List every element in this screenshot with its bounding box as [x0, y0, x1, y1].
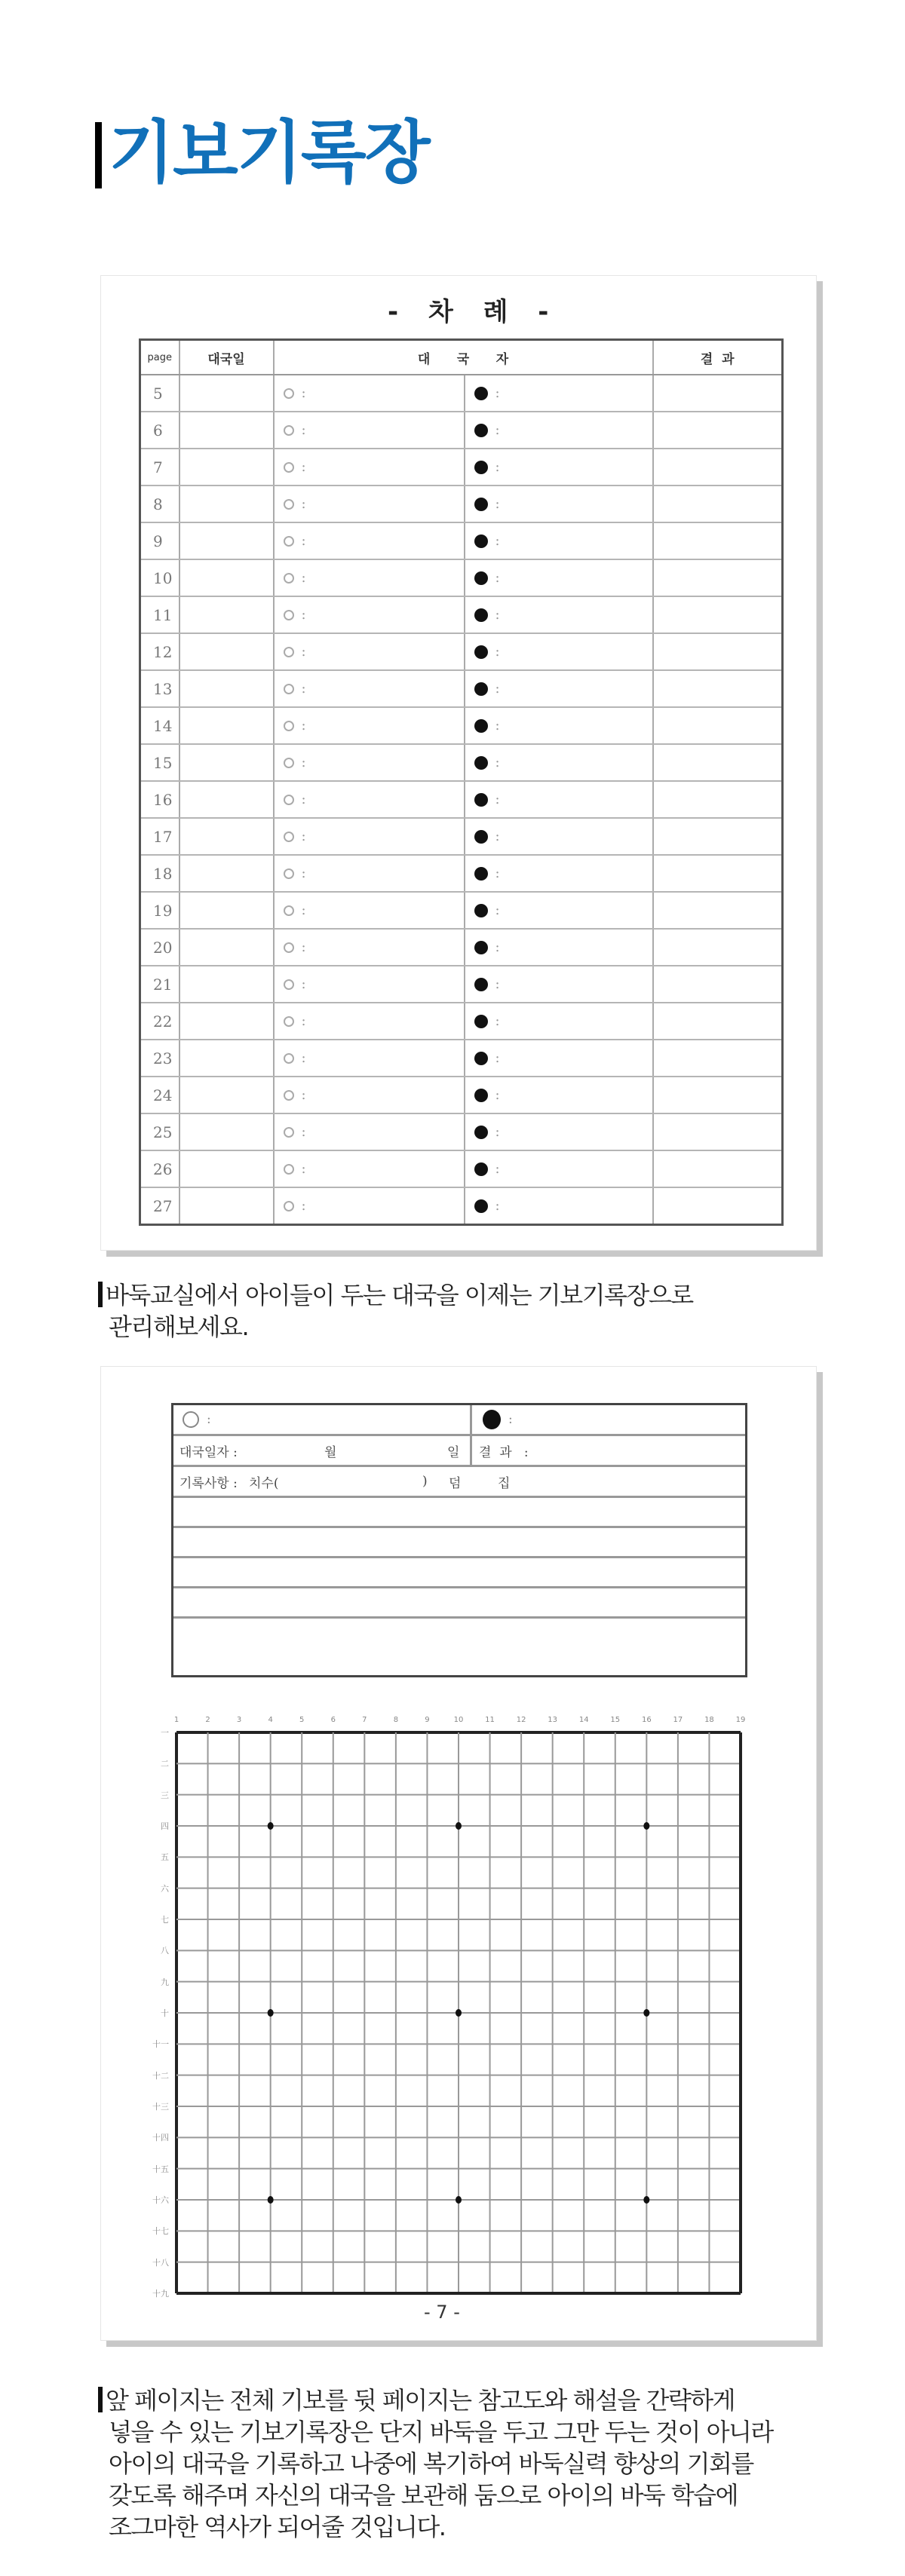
- result-cell[interactable]: [653, 670, 783, 707]
- row-label: 三: [161, 1790, 169, 1800]
- white-player-cell[interactable]: :: [274, 1040, 465, 1077]
- caption-1-line-1: 바둑교실에서 아이들이 두는 대국을 이제는 기보기록장으로: [106, 1281, 693, 1309]
- row-label: 二: [161, 1759, 169, 1769]
- white-player-cell[interactable]: :: [274, 375, 465, 412]
- black-player-cell[interactable]: :: [465, 485, 653, 522]
- page-cell: 7: [140, 449, 179, 485]
- toc-row: [140, 412, 783, 449]
- page-cell: 17: [140, 818, 179, 855]
- page-cell: 10: [140, 559, 179, 596]
- toc-row: [140, 375, 783, 412]
- black-stone-icon: [474, 756, 488, 770]
- toc-row: [140, 855, 783, 892]
- row-label: 十: [161, 2008, 169, 2018]
- white-player-cell[interactable]: :: [274, 1003, 465, 1040]
- row-label: 十八: [152, 2257, 169, 2268]
- column-label: 5: [299, 1716, 305, 1724]
- row-label: 十六: [152, 2195, 169, 2205]
- result-cell[interactable]: [653, 522, 783, 559]
- result-cell[interactable]: [653, 559, 783, 596]
- black-stone-icon: [474, 1052, 488, 1065]
- date-cell[interactable]: [179, 744, 274, 781]
- white-player-cell[interactable]: :: [274, 781, 465, 818]
- page-cell: 14: [140, 707, 179, 744]
- column-label: 2: [205, 1716, 210, 1724]
- row-label: 十七: [152, 2226, 169, 2237]
- column-label: 15: [610, 1716, 621, 1724]
- page-cell: 26: [140, 1150, 179, 1187]
- date-cell[interactable]: [179, 596, 274, 633]
- black-player-cell[interactable]: :: [465, 781, 653, 818]
- date-cell[interactable]: [179, 1040, 274, 1077]
- date-result-row: [173, 1436, 745, 1467]
- column-label: 4: [268, 1716, 273, 1724]
- toc-row: [140, 1040, 783, 1077]
- month-label: 월: [324, 1444, 337, 1460]
- black-player-cell[interactable]: :: [465, 375, 653, 412]
- notes-label: 기록사항 :: [179, 1475, 238, 1491]
- divider: [470, 1405, 472, 1434]
- column-label: 11: [485, 1716, 495, 1724]
- black-player-cell[interactable]: :: [465, 412, 653, 449]
- white-player-cell[interactable]: :: [274, 1077, 465, 1113]
- white-stone-icon: [284, 1201, 294, 1211]
- column-label: 14: [578, 1716, 589, 1724]
- caption-2: [98, 2385, 773, 2543]
- toc-row: [140, 485, 783, 522]
- toc-title: - 차 례 -: [388, 297, 560, 327]
- white-stone-icon: [284, 721, 294, 731]
- toc-row: [140, 633, 783, 670]
- row-label: 六: [161, 1883, 169, 1894]
- black-stone-icon: [474, 904, 488, 917]
- col-header-result: 결 과: [653, 340, 783, 375]
- column-label: 16: [641, 1716, 652, 1724]
- date-label: 대국일자 :: [179, 1444, 238, 1460]
- white-player-cell[interactable]: :: [274, 633, 465, 670]
- column-label: 9: [425, 1716, 430, 1724]
- white-stone-icon: [183, 1411, 199, 1428]
- toc-row: [140, 522, 783, 559]
- black-player-cell[interactable]: :: [465, 892, 653, 929]
- date-cell[interactable]: [179, 1113, 274, 1150]
- column-label: 13: [548, 1716, 558, 1724]
- notes-row: [173, 1467, 745, 1498]
- divider: [470, 1436, 472, 1465]
- page-cell: 20: [140, 929, 179, 966]
- black-player-cell[interactable]: :: [465, 1040, 653, 1077]
- date-cell[interactable]: [179, 375, 274, 412]
- date-cell[interactable]: [179, 633, 274, 670]
- toc-row: [140, 1003, 783, 1040]
- col-header-date: 대국일: [179, 340, 274, 375]
- black-stone-icon: [474, 978, 488, 991]
- black-player-cell[interactable]: :: [465, 670, 653, 707]
- white-stone-icon: [284, 536, 294, 547]
- row-label: 十四: [152, 2133, 169, 2143]
- black-stone-icon: [474, 1162, 488, 1176]
- title-accent-bar: [95, 122, 102, 188]
- page-cell: 27: [140, 1187, 179, 1225]
- handicap-close: ): [422, 1474, 428, 1489]
- result-cell[interactable]: [653, 1113, 783, 1150]
- toc-row: [140, 1187, 783, 1225]
- white-player-cell[interactable]: :: [274, 596, 465, 633]
- result-cell[interactable]: [653, 892, 783, 929]
- players-row: [173, 1405, 745, 1436]
- white-player-cell[interactable]: :: [274, 412, 465, 449]
- page-cell: 16: [140, 781, 179, 818]
- black-stone-icon: [483, 1410, 501, 1429]
- toc-row: [140, 596, 783, 633]
- date-cell[interactable]: [179, 855, 274, 892]
- white-stone-icon: [284, 499, 294, 510]
- toc-row: [140, 744, 783, 781]
- black-stone-icon: [474, 867, 488, 881]
- white-player-cell[interactable]: :: [274, 744, 465, 781]
- result-cell[interactable]: [653, 1150, 783, 1187]
- white-stone-icon: [284, 647, 294, 657]
- white-player-cell[interactable]: :: [274, 522, 465, 559]
- white-stone-icon: [284, 573, 294, 584]
- date-cell[interactable]: [179, 818, 274, 855]
- caption-2-line-2: 넣을 수 있는 기보기록장은 단지 바둑을 두고 그만 두는 것이 아니라: [109, 2418, 773, 2446]
- black-stone-icon: [474, 719, 488, 733]
- toc-table: [139, 338, 784, 1226]
- col-header-page: page: [140, 340, 179, 375]
- white-player-cell[interactable]: :: [274, 559, 465, 596]
- column-label: 8: [393, 1716, 399, 1724]
- notes-line[interactable]: [173, 1619, 745, 1646]
- white-player-cell[interactable]: :: [274, 1113, 465, 1150]
- column-label: 18: [704, 1716, 714, 1724]
- white-player-cell[interactable]: :: [274, 1187, 465, 1225]
- black-player-cell[interactable]: :: [465, 596, 653, 633]
- caption-2-line-3: 아이의 대국을 기록하고 나중에 복기하여 바둑실력 향상의 기회를: [109, 2449, 753, 2478]
- toc-row: [140, 707, 783, 744]
- toc-row: [140, 559, 783, 596]
- toc-rows: [140, 375, 783, 1225]
- white-stone-icon: [284, 1164, 294, 1175]
- white-player-cell[interactable]: :: [274, 892, 465, 929]
- page-cell: 15: [140, 744, 179, 781]
- date-cell[interactable]: [179, 485, 274, 522]
- black-player-cell[interactable]: :: [465, 1077, 653, 1113]
- column-label: 3: [236, 1716, 242, 1724]
- black-stone-icon: [474, 534, 488, 548]
- page-cell: 13: [140, 670, 179, 707]
- row-label: 十五: [152, 2164, 169, 2174]
- result-cell[interactable]: [653, 596, 783, 633]
- page-cell: 24: [140, 1077, 179, 1113]
- date-cell[interactable]: [179, 966, 274, 1003]
- black-stone-icon: [474, 608, 488, 622]
- black-stone-icon: [474, 830, 488, 844]
- page-cell: 12: [140, 633, 179, 670]
- black-player-field[interactable]: :: [483, 1405, 513, 1434]
- row-label: 五: [161, 1852, 169, 1863]
- black-player-cell[interactable]: :: [465, 929, 653, 966]
- day-label: 일: [447, 1444, 460, 1460]
- black-stone-icon: [474, 793, 488, 807]
- result-cell[interactable]: [653, 1187, 783, 1225]
- toc-row: [140, 1113, 783, 1150]
- white-stone-icon: [284, 832, 294, 842]
- result-cell[interactable]: [653, 485, 783, 522]
- date-cell[interactable]: [179, 449, 274, 485]
- row-label: 十九: [152, 2289, 169, 2299]
- white-stone-icon: [284, 1090, 294, 1101]
- column-label: 6: [330, 1716, 336, 1724]
- white-player-cell[interactable]: :: [274, 929, 465, 966]
- caption-bar: [98, 1282, 103, 1307]
- row-label: 八: [161, 1946, 169, 1956]
- page-cell: 6: [140, 412, 179, 449]
- page-cell: 8: [140, 485, 179, 522]
- black-player-cell[interactable]: :: [465, 1113, 653, 1150]
- black-player-cell[interactable]: :: [465, 818, 653, 855]
- date-cell[interactable]: [179, 781, 274, 818]
- result-cell[interactable]: [653, 929, 783, 966]
- white-player-cell[interactable]: :: [274, 855, 465, 892]
- notes-line[interactable]: [173, 1558, 745, 1588]
- black-player-cell[interactable]: :: [465, 449, 653, 485]
- white-player-cell[interactable]: :: [274, 485, 465, 522]
- toc-row: [140, 670, 783, 707]
- row-label: 九: [161, 1977, 169, 1987]
- column-label: 17: [673, 1716, 683, 1724]
- black-stone-icon: [474, 645, 488, 659]
- row-label: 十二: [152, 2070, 169, 2081]
- white-stone-icon: [284, 1016, 294, 1027]
- date-cell[interactable]: [179, 1077, 274, 1113]
- page-title: 기보기록장: [109, 113, 429, 192]
- black-stone-icon: [474, 1089, 488, 1102]
- result-cell[interactable]: [653, 375, 783, 412]
- result-cell[interactable]: [653, 449, 783, 485]
- page-cell: 25: [140, 1113, 179, 1150]
- black-stone-icon: [474, 1015, 488, 1028]
- toc-row: [140, 929, 783, 966]
- toc-header-row: [140, 340, 783, 375]
- toc-row: [140, 1077, 783, 1113]
- page-cell: 9: [140, 522, 179, 559]
- white-stone-icon: [284, 868, 294, 879]
- black-player-cell[interactable]: :: [465, 855, 653, 892]
- page-cell: 23: [140, 1040, 179, 1077]
- black-stone-icon: [474, 498, 488, 511]
- result-cell[interactable]: [653, 744, 783, 781]
- row-label: 十一: [152, 2039, 169, 2050]
- date-cell[interactable]: [179, 559, 274, 596]
- date-cell[interactable]: [179, 1003, 274, 1040]
- toc-row: [140, 1150, 783, 1187]
- white-stone-icon: [284, 758, 294, 768]
- toc-row: [140, 449, 783, 485]
- board-grid[interactable]: [146, 1710, 765, 2305]
- result-label: 결 과 :: [479, 1444, 529, 1460]
- result-cell[interactable]: [653, 966, 783, 1003]
- toc-row: [140, 781, 783, 818]
- white-stone-icon: [284, 795, 294, 805]
- notes-line[interactable]: [173, 1498, 745, 1528]
- white-stone-icon: [284, 388, 294, 399]
- caption-1-line-2: 관리해보세요.: [109, 1313, 249, 1341]
- column-label: 7: [362, 1716, 367, 1724]
- white-player-field[interactable]: :: [183, 1405, 211, 1434]
- result-cell[interactable]: [653, 781, 783, 818]
- result-cell[interactable]: [653, 1040, 783, 1077]
- caption-2-line-5: 조그마한 역사가 되어줄 것입니다.: [109, 2513, 446, 2541]
- page-cell: 21: [140, 966, 179, 1003]
- date-cell[interactable]: [179, 1187, 274, 1225]
- black-stone-icon: [474, 1126, 488, 1139]
- black-player-cell[interactable]: :: [465, 559, 653, 596]
- result-cell[interactable]: [653, 1077, 783, 1113]
- white-stone-icon: [284, 942, 294, 953]
- date-cell[interactable]: [179, 670, 274, 707]
- go-board: [146, 1710, 765, 2305]
- toc-page-card: [100, 275, 817, 1251]
- date-cell[interactable]: [179, 892, 274, 929]
- white-stone-icon: [284, 610, 294, 620]
- result-cell[interactable]: [653, 855, 783, 892]
- page-cell: 22: [140, 1003, 179, 1040]
- black-stone-icon: [474, 941, 488, 954]
- black-player-cell[interactable]: :: [465, 1150, 653, 1187]
- white-stone-icon: [284, 1127, 294, 1138]
- notes-line[interactable]: [173, 1588, 745, 1619]
- column-label: 10: [453, 1716, 464, 1724]
- white-stone-icon: [284, 979, 294, 990]
- page-cell: 11: [140, 596, 179, 633]
- toc-row: [140, 818, 783, 855]
- caption-2-line-4: 갖도록 해주며 자신의 대국을 보관해 둠으로 아이의 바둑 학습에: [109, 2481, 738, 2510]
- caption-bar: [98, 2387, 103, 2412]
- toc-row: [140, 892, 783, 929]
- result-cell[interactable]: [653, 818, 783, 855]
- toc-row: [140, 966, 783, 1003]
- black-stone-icon: [474, 682, 488, 696]
- date-cell[interactable]: [179, 522, 274, 559]
- black-stone-icon: [474, 1199, 488, 1213]
- white-stone-icon: [284, 684, 294, 694]
- black-stone-icon: [474, 461, 488, 474]
- white-player-cell[interactable]: :: [274, 449, 465, 485]
- date-cell[interactable]: [179, 707, 274, 744]
- date-cell[interactable]: [179, 929, 274, 966]
- black-stone-icon: [474, 424, 488, 437]
- column-label: 19: [735, 1716, 746, 1724]
- black-player-cell[interactable]: :: [465, 744, 653, 781]
- column-label: 1: [173, 1716, 179, 1724]
- black-player-cell[interactable]: :: [465, 966, 653, 1003]
- result-cell[interactable]: [653, 412, 783, 449]
- white-player-cell[interactable]: :: [274, 1150, 465, 1187]
- white-stone-icon: [284, 1053, 294, 1064]
- white-player-cell[interactable]: :: [274, 818, 465, 855]
- black-player-cell[interactable]: :: [465, 1003, 653, 1040]
- page-number: - 7 -: [424, 2302, 460, 2323]
- page-cell: 19: [140, 892, 179, 929]
- result-cell[interactable]: [653, 633, 783, 670]
- white-stone-icon: [284, 905, 294, 916]
- game-record-form: [171, 1403, 747, 1677]
- row-label: 七: [161, 1915, 169, 1925]
- column-label: 12: [516, 1716, 526, 1724]
- komi-unit: 집: [498, 1475, 511, 1491]
- black-player-cell[interactable]: :: [465, 633, 653, 670]
- handicap-label: 치수(: [249, 1475, 279, 1491]
- record-page-card: [100, 1366, 817, 2341]
- white-player-cell[interactable]: :: [274, 670, 465, 707]
- black-player-cell[interactable]: :: [465, 707, 653, 744]
- notes-line[interactable]: [173, 1528, 745, 1558]
- page-cell: 18: [140, 855, 179, 892]
- black-stone-icon: [474, 571, 488, 585]
- result-cell[interactable]: [653, 1003, 783, 1040]
- caption-1: [98, 1279, 693, 1343]
- row-label: 一: [161, 1728, 169, 1738]
- black-stone-icon: [474, 387, 488, 400]
- white-stone-icon: [284, 425, 294, 436]
- black-player-cell[interactable]: :: [465, 522, 653, 559]
- page-cell: 5: [140, 375, 179, 412]
- komi-label: 덤: [449, 1475, 462, 1491]
- result-cell[interactable]: [653, 707, 783, 744]
- white-player-cell[interactable]: :: [274, 966, 465, 1003]
- white-player-cell[interactable]: :: [274, 707, 465, 744]
- caption-2-line-1: 앞 페이지는 전체 기보를 뒷 페이지는 참고도와 해설을 간략하게: [106, 2386, 735, 2415]
- date-cell[interactable]: [179, 412, 274, 449]
- white-stone-icon: [284, 462, 294, 473]
- row-label: 四: [161, 1821, 169, 1831]
- black-player-cell[interactable]: :: [465, 1187, 653, 1225]
- date-cell[interactable]: [179, 1150, 274, 1187]
- col-header-players: 대 국 자: [274, 340, 653, 375]
- row-label: 十三: [152, 2102, 169, 2112]
